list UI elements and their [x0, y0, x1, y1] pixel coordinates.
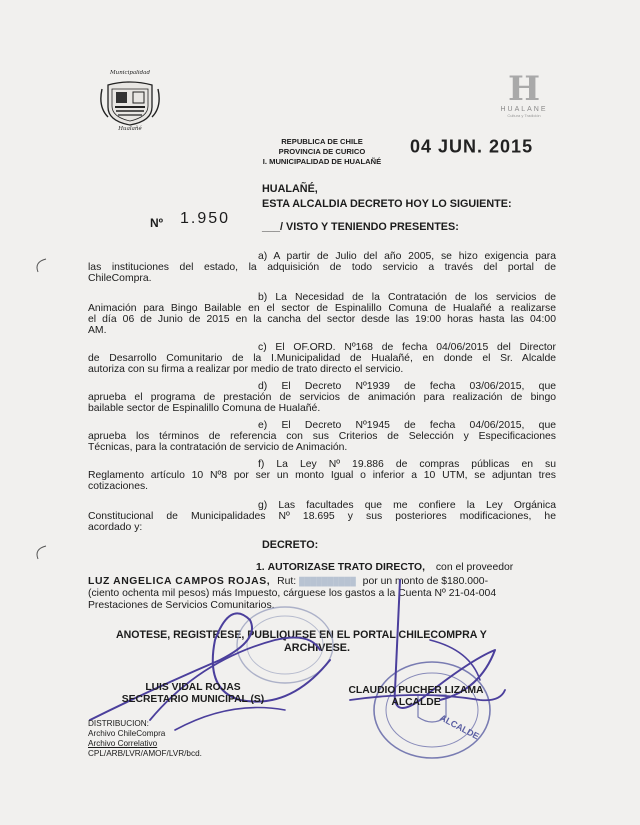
paragraph-line: g) Las facultades que me confiere la Ley Orgánica: [258, 500, 556, 511]
mayor-signature-block: [330, 685, 502, 709]
paragraph-line: Técnicas, para la contratación de servicio de Animación.: [88, 442, 348, 454]
paragraph-line: c) El OF.ORD. Nº168 de fecha 04/06/2015 del Director: [258, 342, 556, 353]
paragraph-line: e) El Decreto Nº1945 de fecha 04/06/2015, que: [258, 420, 556, 431]
resolution-line-3: (ciento ochenta mil pesos) más Impuesto, cárguese los gastos a la Cuenta Nº 21-04-004: [88, 588, 497, 599]
paragraph-line: las instituciones del estado, la adquisición de todo servicio a través del portal de: [88, 262, 556, 274]
visto-heading: ___/ VISTO Y TENIENDO PRESENTES:: [262, 221, 459, 233]
paragraph-line: b) La Necesidad de la Contratación de los servicios de: [258, 292, 556, 303]
resolution-rest: con el proveedor: [435, 562, 514, 573]
paragraph-line: AM.: [88, 325, 107, 337]
decree-number: 1.950: [180, 210, 231, 227]
paragraph-line: d) El Decreto Nº1939 de fecha 03/06/2015, que: [258, 381, 556, 392]
rut-value-redacted: ██████████: [299, 577, 356, 586]
rut-label: Rut:: [277, 576, 297, 587]
distribution-item: Archivo Correlativo: [88, 739, 158, 748]
distribution-item: CPL/ARB/LVR/AMOF/LVR/bcd.: [88, 749, 202, 758]
paragraph-line: el día 06 de Junio de 2015 en la cancha del sector desde las 19:00 horas hasta las 04:00: [88, 314, 556, 326]
margin-hole-mark: [32, 256, 52, 276]
paragraph-line: aprueba el programa de prestación de servicios de animación para realización de bingo: [88, 392, 556, 404]
paragraph-line: a) A partir de Julio del año 2005, se hizo exigencia para: [258, 251, 556, 262]
paragraph-line: f) La Ley Nº 19.886 de compras públicas en su: [258, 459, 556, 470]
header-line-province: PROVINCIA DE CURICO: [278, 147, 366, 156]
secretary-title: SECRETARIO MUNICIPAL (S): [121, 694, 265, 705]
closing-line-2: ARCHIVESE.: [284, 642, 350, 654]
secretary-signature-block: [98, 682, 288, 706]
mayor-stamp-label: ALCALDE: [438, 712, 481, 742]
amount: por un monto de $180.000-: [362, 576, 489, 587]
paragraph-line: Reglamento artículo 10 Nº8 por ser un monto Igual o inferior a 10 UTM, se adjuntan tres: [88, 470, 556, 482]
header-line-country: REPUBLICA DE CHILE: [281, 137, 363, 146]
paragraph-line: bailable sector de Espinalillo Comuna de Hualañé.: [88, 403, 321, 415]
mayor-title: ALCALDE: [391, 697, 441, 708]
mayor-name: CLAUDIO PUCHER LIZAMA: [348, 685, 484, 696]
logo-letter: H: [507, 69, 541, 109]
decree-number-label: Nº: [150, 216, 164, 230]
date-stamp: 04 JUN. 2015: [410, 135, 534, 157]
paragraph-line: acordado y:: [88, 522, 143, 534]
distribution-list: [88, 719, 202, 759]
crest-caption-top: Municipalidad: [110, 70, 150, 76]
paragraph-line: autoriza con su firma a realizar por medio de trato directo el servicio.: [88, 364, 404, 376]
logo-name: HUALANE: [500, 106, 548, 113]
paragraph-line: ChileCompra.: [88, 273, 152, 285]
margin-hole-mark: [32, 543, 52, 563]
paragraph-line: cotizaciones.: [88, 481, 149, 493]
place: HUALAÑÉ,: [262, 183, 318, 195]
paragraph-line: de Desarrollo Comunitario de la I.Municipalidad de Hualañé, en donde el Sr. Alcalde: [88, 353, 556, 365]
header-line-municipality: I. MUNICIPALIDAD DE HUALAÑÉ: [262, 157, 382, 166]
paragraph-line: Constitucional de Municipalidades Nº 18.695 y sus posteriores modificaciones, he: [88, 511, 556, 523]
resolution-line-4: Prestaciones de Servicios Comunitarios.: [88, 600, 275, 611]
logo-tagline: Cultura y Tradición: [507, 113, 541, 118]
decree-intro: ESTA ALCALDIA DECRETO HOY LO SIGUIENTE:: [262, 198, 512, 210]
resolution-authorize: AUTORIZASE TRATO DIRECTO,: [267, 562, 425, 573]
paragraph-line: Animación para Bingo Bailable en el sector de Espinalillo Comuna de Hualañé a realizarse: [88, 303, 556, 315]
secretary-name: LUIS VIDAL ROJAS: [145, 682, 241, 693]
distribution-item: Archivo ChileCompra: [88, 729, 166, 738]
provider-name: LUZ ANGELICA CAMPOS ROJAS,: [88, 576, 271, 587]
paragraph-line: aprueba los términos de referencia con sus Criterios de Selección y Especificaciones: [88, 431, 556, 443]
distribution-label: DISTRIBUCION:: [88, 719, 149, 728]
resolution-item: 1.: [256, 562, 265, 573]
decreto-heading: DECRETO:: [262, 539, 319, 551]
closing-line-1: ANOTESE, REGISTRESE, PUBLIQUESE EN EL PORTAL CHILECOMPRA Y: [116, 629, 487, 641]
crest-caption-bottom: Hualañé: [118, 126, 142, 132]
